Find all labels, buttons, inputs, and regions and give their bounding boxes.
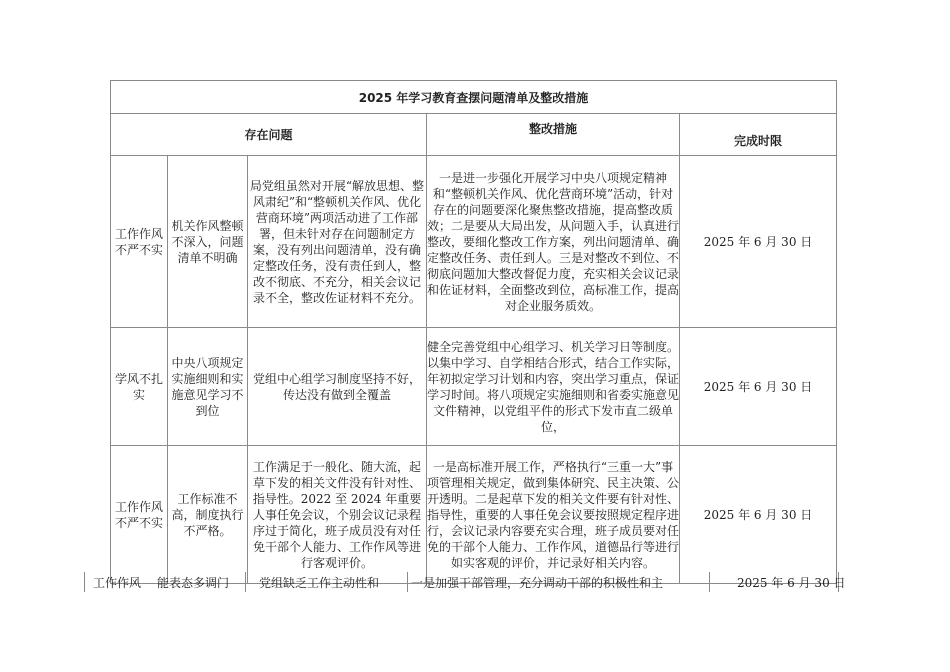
- table-row: [111, 328, 837, 446]
- partial-subcategory: 能表态多调门: [157, 576, 230, 590]
- header-problems: 存在问题: [111, 114, 427, 156]
- column-divider: [407, 572, 408, 592]
- partial-measure: 一是加强干部管理，充分调动干部的积极性和主: [411, 576, 664, 590]
- rectification-table: [110, 80, 837, 584]
- table-row: [111, 156, 837, 328]
- partial-problem: 党组缺乏工作主动性和: [259, 576, 380, 590]
- column-divider: [709, 572, 710, 592]
- row-deadline: 2025 年 6 月 30 日: [680, 446, 837, 584]
- row-category: 工作作风不严不实: [111, 156, 168, 328]
- row-deadline: 2025 年 6 月 30 日: [680, 156, 837, 328]
- table-title: 2025 年学习教育查摆问题清单及整改措施: [111, 81, 837, 114]
- row-subcategory: 工作标准不高，制度执行不严格。: [168, 446, 248, 584]
- row-subcategory: 机关作风整顿不深入，问题清单不明确: [168, 156, 248, 328]
- row-deadline: 2025 年 6 月 30 日: [680, 328, 837, 446]
- header-deadline: 完成时限: [680, 114, 837, 156]
- row-measure: 一是高标准开展工作，严格执行“三重一大”事项管理相关规定，做到集体研究、民主决策、公开透明。二是起草下发的相关文件要有针对性、指导性，重要的人事任免会议要按照规定程序进行，会议记录内容要充实合理，班子成员要对任免的干部个人能力、工作作风，道德品行等进行如实客观的评价，并记录好相关内容。: [427, 446, 680, 584]
- row-subcategory: 中央八项规定实施细则和实施意见学习不到位: [168, 328, 248, 446]
- row-problem: 局党组虽然对开展“解放思想、整风肃纪”和“整顿机关作风、优化营商环境”两项活动进了工作部署，但未针对存在问题制定方案，没有列出问题清单，没有确定整改任务，没有责任到人，整改不彻底、不充分，相关会议记录不全，整改佐证材料不充分。: [248, 156, 427, 328]
- column-divider: [245, 572, 246, 592]
- row-measure: 健全完善党组中心组学习、机关学习日等制度。以集中学习、自学相结合形式，结合工作实际，年初拟定学习计划和内容，突出学习重点，保证学习时间。将八项规定实施细则和省委实施意见文件精神，以党组平件的形式下发市直二级单位，: [427, 328, 680, 446]
- row-category: 工作作风不严不实: [111, 446, 168, 584]
- partial-deadline: 2025 年 6 月 30 日: [737, 576, 846, 590]
- partial-table-row: [84, 572, 846, 592]
- row-problem: 党组中心组学习制度坚持不好，传达没有做到全覆盖: [248, 328, 427, 446]
- partial-category: 工作作风: [93, 576, 142, 590]
- row-problem: 工作满足于一般化、随大流，起草下发的相关文件没有针对性、指导性。2022 至 2024 年重要人事任免会议，个别会议记录程序过于简化，班子成员没有对任免干部个人能力、工作作风等进行客观评价。: [248, 446, 427, 584]
- header-measures: 整改措施: [427, 114, 680, 156]
- row-measure: 一是进一步强化开展学习中央八项规定精神和“整顿机关作风、优化营商环境”活动，针对存在的问题要深化聚焦整改措施，提高整改质效；二是要从大局出发，从问题入手，认真进行整改，要细化整改工作方案，列出问题清单、确定整改任务、责任到人。三是对整改不到位、不彻底问题加大整改督促力度，充实相关会议记录和佐证材料，全面整改到位，高标准工作，提高对企业服务质效。: [427, 156, 680, 328]
- row-category: 学风不扎实: [111, 328, 168, 446]
- table-row: [111, 446, 837, 584]
